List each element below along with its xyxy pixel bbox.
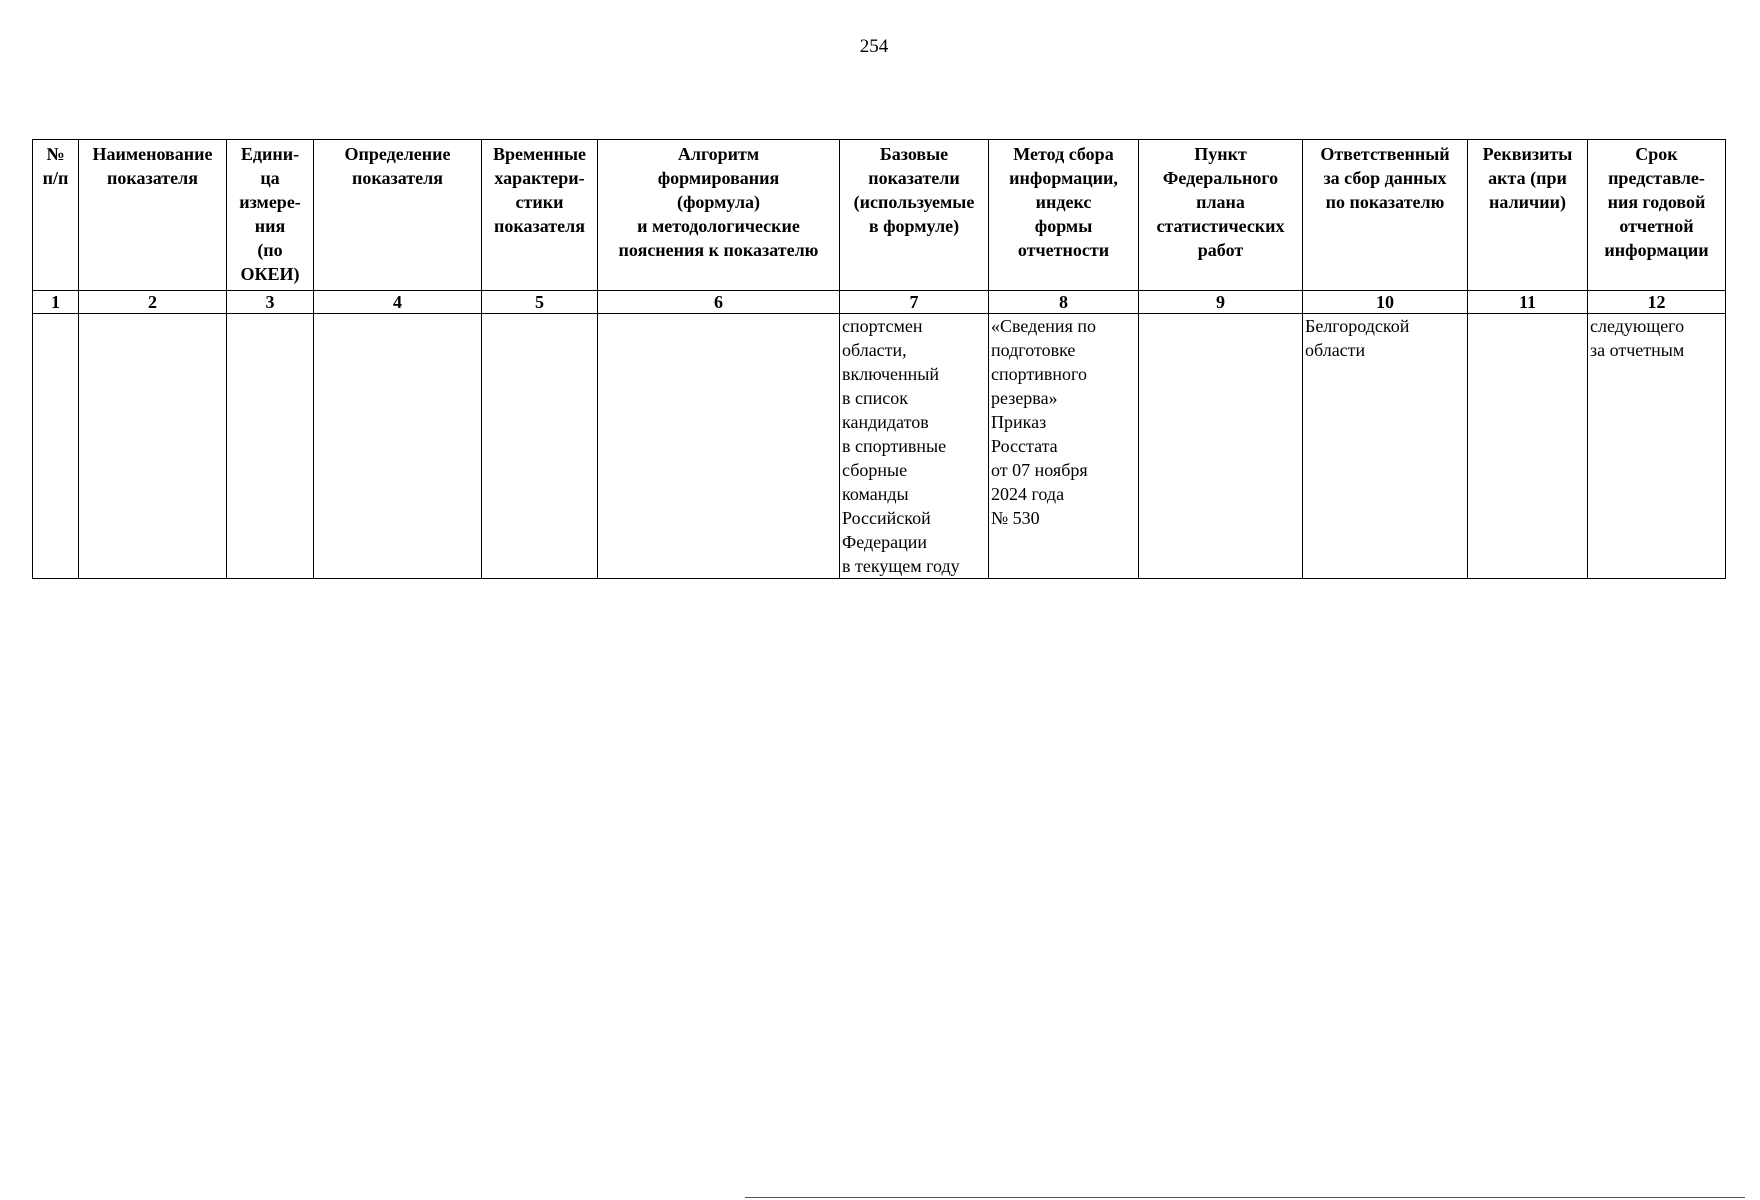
header-cell-number: № п/п <box>33 140 79 291</box>
column-number: 10 <box>1303 291 1468 314</box>
header-cell-federal-plan-item: Пункт Федерального плана статистических работ <box>1139 140 1303 291</box>
header-row <box>33 140 1726 291</box>
column-number: 9 <box>1139 291 1303 314</box>
header-cell-collection-method: Метод сбора информации, индекс формы отчетности <box>989 140 1139 291</box>
header-cell-base-indicators: Базовые показатели (используемые в формуле) <box>840 140 989 291</box>
table-cell <box>1139 314 1303 579</box>
column-number: 2 <box>79 291 227 314</box>
table-cell <box>314 314 482 579</box>
column-number: 6 <box>598 291 840 314</box>
column-number: 5 <box>482 291 598 314</box>
column-number: 11 <box>1468 291 1588 314</box>
table-cell <box>227 314 314 579</box>
table-cell <box>482 314 598 579</box>
column-number: 4 <box>314 291 482 314</box>
header-cell-algorithm: Алгоритм формирования (формула) и методологические пояснения к показателю <box>598 140 840 291</box>
table-cell-deadline: следующего за отчетным <box>1588 314 1726 579</box>
column-number: 7 <box>840 291 989 314</box>
column-number: 3 <box>227 291 314 314</box>
header-cell-definition: Определение показателя <box>314 140 482 291</box>
scan-edge-line <box>745 1197 1745 1198</box>
indicators-table <box>32 139 1726 579</box>
table-cell-base-indicators: спортсмен области, включенный в список кандидатов в спортивные сборные команды Российской Федерации в текущем году <box>840 314 989 579</box>
column-number: 12 <box>1588 291 1726 314</box>
table-row <box>33 314 1726 579</box>
table-cell-responsible: Белгородской области <box>1303 314 1468 579</box>
header-cell-deadline: Срок представле- ния годовой отчетной информации <box>1588 140 1726 291</box>
column-number: 1 <box>33 291 79 314</box>
header-cell-responsible: Ответственный за сбор данных по показателю <box>1303 140 1468 291</box>
header-cell-act-details: Реквизиты акта (при наличии) <box>1468 140 1588 291</box>
header-cell-time-characteristics: Временные характери- стики показателя <box>482 140 598 291</box>
column-number-row <box>33 291 1726 314</box>
table-cell-collection-method: «Сведения по подготовке спортивного резерва» Приказ Росстата от 07 ноября 2024 года № 530 <box>989 314 1139 579</box>
table-cell <box>79 314 227 579</box>
header-cell-unit: Едини- ца измере- ния (по ОКЕИ) <box>227 140 314 291</box>
column-number: 8 <box>989 291 1139 314</box>
table-cell <box>33 314 79 579</box>
table-cell <box>598 314 840 579</box>
header-cell-indicator-name: Наименование показателя <box>79 140 227 291</box>
table-cell <box>1468 314 1588 579</box>
page-number: 254 <box>859 36 889 57</box>
